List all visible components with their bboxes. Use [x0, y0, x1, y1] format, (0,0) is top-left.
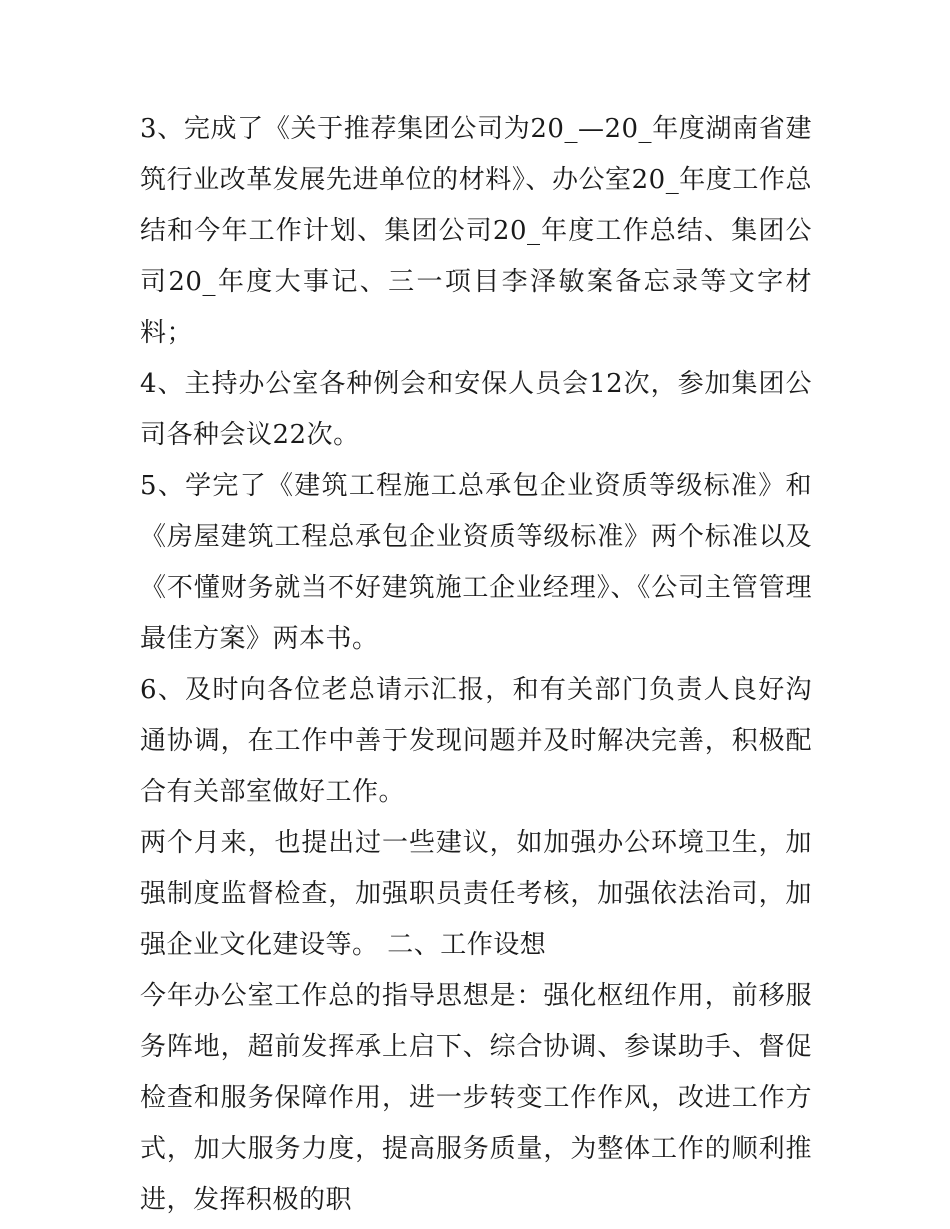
- paragraph-suggestions: 两个月来，也提出过一些建议，如加强办公环境卫生，加强制度监督检查，加强职员责任考核，加强依法治司，加强企业文化建设等。 二、工作设想: [140, 828, 812, 960]
- paragraph-item-5: 5、学完了《建筑工程施工总承包企业资质等级标准》和《房屋建筑工程总承包企业资质等级标准》两个标准以及《不懂财务就当不好建筑施工企业经理》、《公司主管管理最佳方案》两本书。: [140, 471, 812, 654]
- document-body: [140, 104, 812, 1226]
- paragraph-guiding-idea: 今年办公室工作总的指导思想是：强化枢纽作用，前移服务阵地，超前发挥承上启下、综合协调、参谋助手、督促检查和服务保障作用，进一步转变工作作风，改进工作方式，加大服务力度，提高服务质量，为整体工作的顺利推进，发挥积极的职: [140, 981, 812, 1215]
- paragraph-item-3: 3、完成了《关于推荐集团公司为20_—20_年度湖南省建筑行业改革发展先进单位的材料》、办公室20_年度工作总结和今年工作计划、集团公司20_年度工作总结、集团公司20_年度大事记、三一项目李泽敏案备忘录等文字材料；: [140, 114, 812, 348]
- paragraph-item-6: 6、及时向各位老总请示汇报，和有关部门负责人良好沟通协调，在工作中善于发现问题并及时解决完善，积极配合有关部室做好工作。: [140, 675, 812, 807]
- paragraph-item-4: 4、主持办公室各种例会和安保人员会12次，参加集团公司各种会议22次。: [140, 369, 812, 450]
